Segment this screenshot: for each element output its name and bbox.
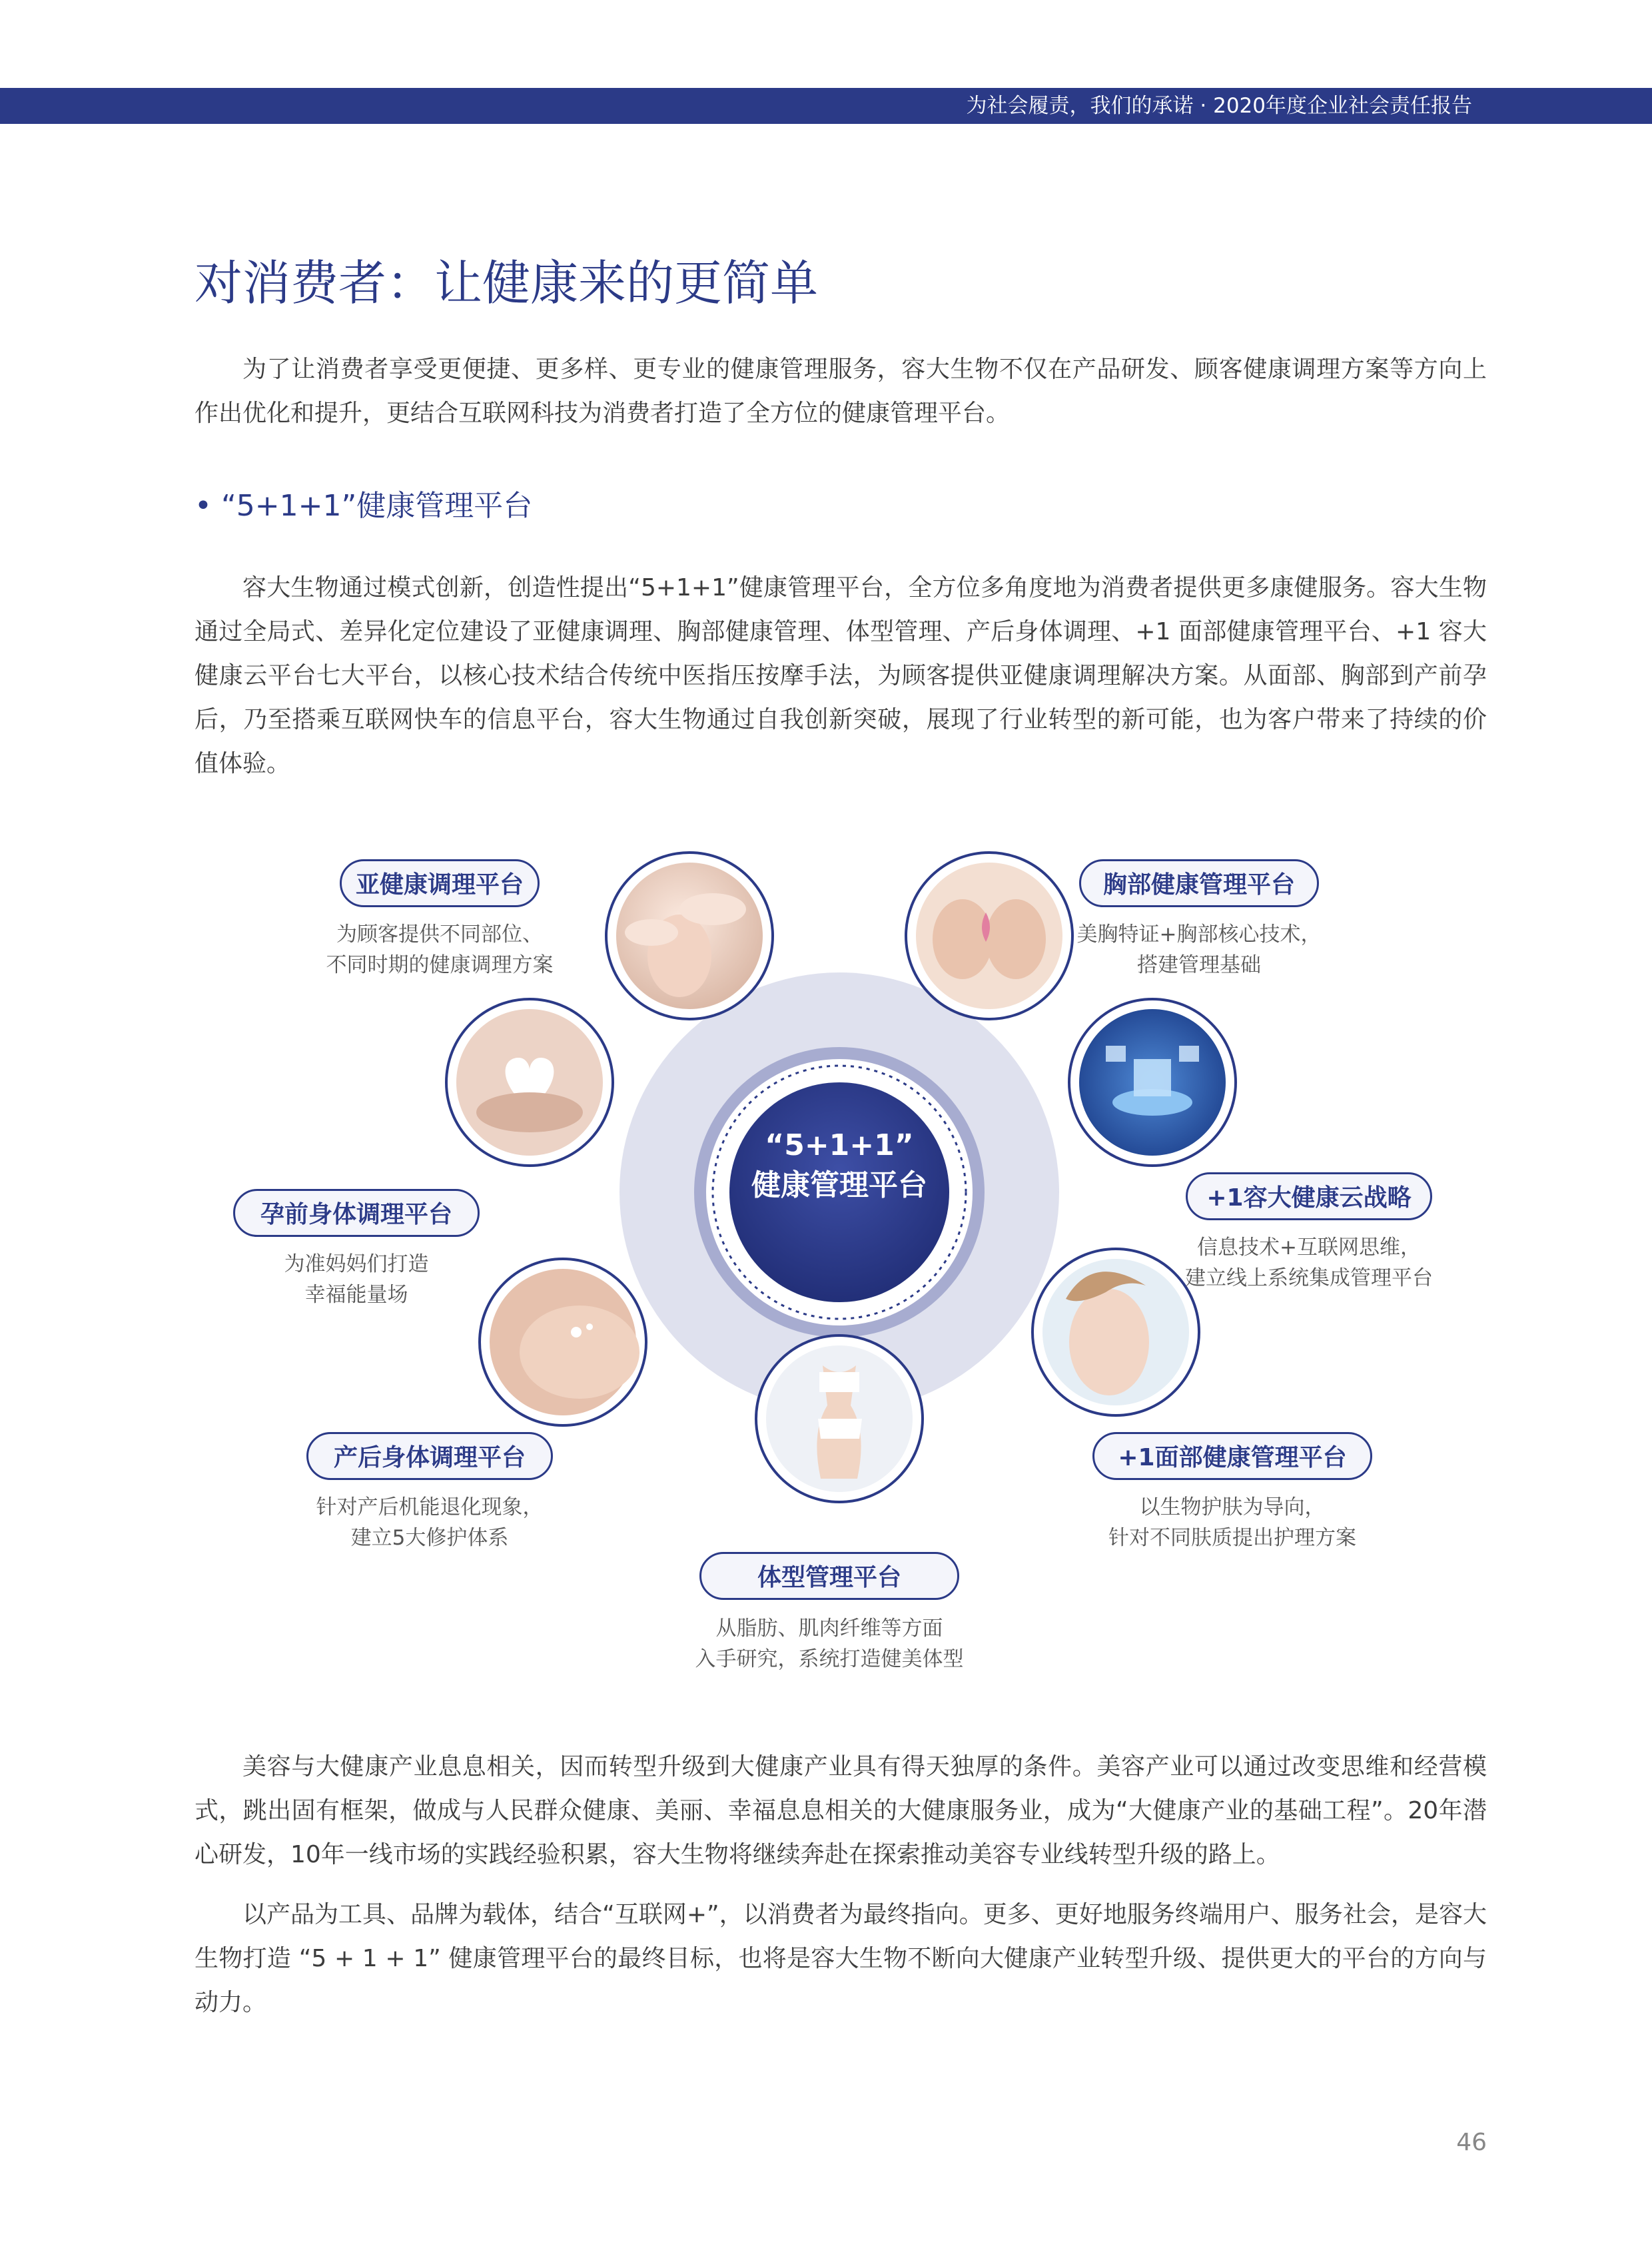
body-shape-photo-icon [756,1335,923,1502]
platform-desc-body: 从脂肪、肌肉纤维等方面 入手研究，系统打造健美体型 [695,1617,964,1671]
header-text: 为社会履责，我们的承诺 · 2020年度企业社会责任报告 [966,94,1472,118]
platform-label-body: 体型管理平台 [699,1552,959,1600]
breast-care-photo-icon [906,853,1072,1019]
closing-paragraph-1: 美容与大健康产业息息相关，因而转型升级到大健康产业具有得天独厚的条件。美容产业可以通过改变思维和经营模式，跳出固有框架，做成与人民群众健康、美丽、幸福息息相关的大健康服务业，成为“大健康产业的基础工程”。20年潜心研发，10年一线市场的实践经验积累，容大生物将继续奔赴在探索推动美容专业线转型升级的路上。 [195,1753,1487,1868]
cloud-platform-photo-icon [1069,999,1236,1166]
platform-label-postnatal: 产后身体调理平台 [306,1432,553,1480]
platform-desc-subhealth: 为顾客提供不同部位、 不同时期的健康调理方案 [326,923,554,977]
platform-label-facial: +1面部健康管理平台 [1092,1432,1372,1480]
header-bar [0,88,1652,124]
center-line2: 健康管理平台 [751,1168,927,1202]
platform-desc-prenatal: 为准妈妈们打造 幸福能量场 [284,1252,429,1307]
page-number: 46 [1456,2129,1487,2156]
intro-paragraph: 为了让消费者享受更便捷、更多样、更专业的健康管理服务，容大生物不仅在产品研发、顾客健康调理方案等方向上作出优化和提升，更结合互联网科技为消费者打造了全方位的健康管理平台。 [195,356,1487,427]
platform-desc-postnatal: 针对产后机能退化现象， 建立5大修护体系 [316,1495,544,1550]
platform-desc-facial: 以生物护肤为导向， 针对不同肤质提出护理方案 [1108,1495,1356,1550]
section-heading [195,486,532,526]
platform-diagram [220,846,1459,1685]
bullet-icon: • [195,489,212,523]
center-line1: “5+1+1” [765,1128,914,1162]
closing-paragraph-2: 以产品为工具、品牌为载体，结合“互联网+”，以消费者为最终指向。更多、更好地服务终端用户、服务社会，是容大生物打造 “5 + 1 + 1” 健康管理平台的最终目标，也将是容大生物不断向大健康产业转型升级、提供更大的平台的方向与动力。 [195,1901,1487,2016]
platform-label-prenatal: 孕前身体调理平台 [233,1189,480,1237]
page-title: 对消费者：让健康来的更简单 [195,255,819,311]
platform-desc-cloud: 信息技术+互联网思维， 建立线上系统集成管理平台 [1185,1236,1433,1290]
section-title: “5+1+1”健康管理平台 [220,489,533,523]
pregnant-belly-photo-icon [480,1259,646,1425]
section-paragraph: 容大生物通过模式创新，创造性提出“5+1+1”健康管理平台，全方位多角度地为消费者提供更多康健服务。容大生物通过全局式、差异化定位建设了亚健康调理、胸部健康管理、体型管理、产后身体调理、+1 面部健康管理平台、+1 容大健康云平台七大平台，以核心技术结合传统中医指压按摩手法，为顾客提供亚健康调理解决方案。从面部、胸部到产前孕后，乃至搭乘互联网快车的信息平台，容大生物通过自我创新突破，展现了行业转型的新可能，也为客户带来了持续的价值体验。 [195,574,1487,777]
platform-label-breast: 胸部健康管理平台 [1079,859,1319,907]
platform-label-subhealth: 亚健康调理平台 [340,859,540,907]
platform-desc-breast: 美胸特证+胸部核心技术， 搭建管理基础 [1076,923,1322,977]
pregnancy-heart-photo-icon [446,999,613,1166]
center-label [726,1126,953,1206]
platform-label-cloud: +1容大健康云战略 [1186,1172,1432,1220]
massage-photo-icon [606,853,773,1019]
